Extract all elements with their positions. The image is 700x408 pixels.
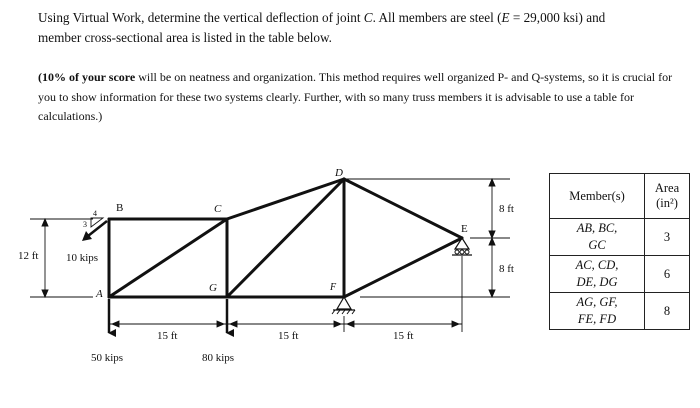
member-area-table — [549, 173, 690, 330]
joint-label-E: E — [461, 223, 468, 235]
header-member: Member(s) — [550, 174, 645, 219]
load-label-A: 50 kips — [91, 352, 124, 364]
header-area-label: Area — [654, 181, 680, 195]
table-row — [550, 293, 690, 330]
span1-label: 15 ft — [157, 330, 178, 342]
member-DG — [227, 179, 344, 297]
span3-label: 15 ft — [393, 330, 414, 342]
slope-run-label: 4 — [93, 209, 97, 218]
area-cell: 3 — [645, 219, 690, 256]
horizontal-load-label: 10 kips — [66, 252, 99, 264]
modulus-symbol: E — [501, 10, 510, 25]
upper-dimension-label: 8 ft — [499, 203, 514, 215]
joint-label-F: F — [330, 282, 337, 293]
member-cell: AG, GF, FE, FD — [550, 293, 645, 330]
joint-label-A: A — [96, 288, 103, 300]
grading-note-text: will be on neatness and organization. This method requires well organized P- and Q-systems, so it is crucial for you to show information for these two systems clearly. Further, with so many truss members it is advisable to use a table for calculations.) — [38, 70, 673, 123]
table-row — [550, 256, 690, 293]
right-dimension — [346, 179, 510, 297]
header-area — [645, 174, 690, 219]
member-DE — [344, 179, 462, 238]
height-dimension-label: 12 ft — [18, 250, 39, 262]
member-cell: AC, CD, DE, DG — [550, 256, 645, 293]
area-cell: 6 — [645, 256, 690, 293]
span-dimension — [109, 256, 462, 332]
truss-members — [109, 179, 462, 297]
member-cell: AB, BC, GC — [550, 219, 645, 256]
table-row — [550, 219, 690, 256]
problem-text-1: Using Virtual Work, determine the vertical deflection of joint — [38, 10, 364, 25]
problem-text-2: . All members are steel ( — [372, 10, 502, 25]
slope-rise-label: 3 — [83, 220, 87, 229]
pin-support-F — [332, 297, 355, 314]
span2-label: 15 ft — [278, 330, 299, 342]
member-FE — [344, 238, 462, 297]
area-cell: 8 — [645, 293, 690, 330]
load-label-G: 80 kips — [202, 352, 235, 364]
joint-label-D: D — [335, 167, 343, 179]
joint-ref: C — [363, 10, 373, 25]
joint-label-C: C — [214, 203, 222, 215]
problem-text-4: member cross-sectional area is listed in the table below. — [38, 30, 332, 45]
joint-label-B: B — [116, 202, 124, 214]
grading-note-bold: (10% of your score — [38, 70, 136, 84]
problem-text-3: = 29,000 ksi) and — [509, 10, 606, 25]
header-area-unit: (in²) — [656, 196, 678, 210]
lower-dimension-label: 8 ft — [499, 263, 514, 275]
joint-label-G: G — [209, 282, 217, 294]
member-CD — [227, 179, 344, 219]
